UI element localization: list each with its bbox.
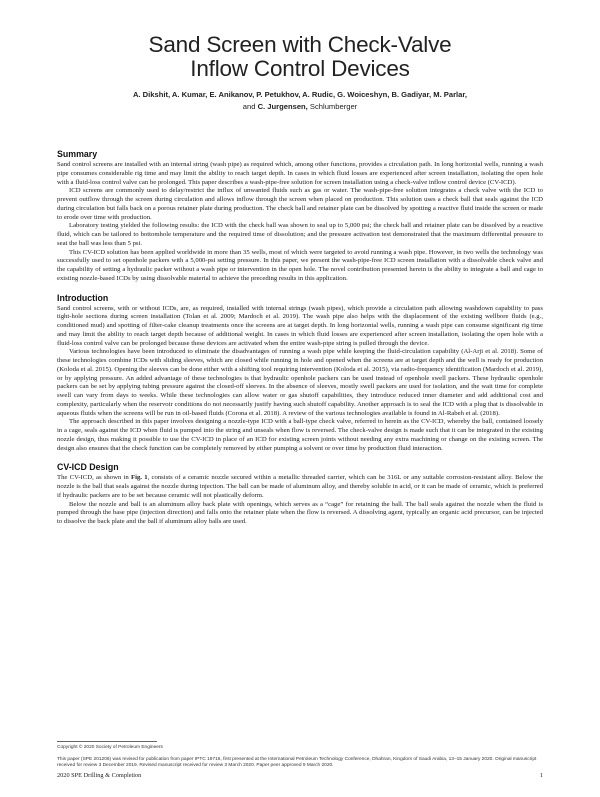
p1-text-after: , consists of a ceramic nozzle secured within a metallic threaded carrier, which can be 316L or any suitable corrosion-resistant alloy. Below the nozzle is the ball that seals against the nozzle during injection. The ball can be made of aluminum alloy, and thereby soluble in acid, or it can be made of ceramic, which is preferred if hydraulic packers are to be set because ceramic will not plastically deform. <box>57 474 543 499</box>
authors-and: and <box>242 101 256 111</box>
introduction-section <box>57 293 543 454</box>
introduction-paragraph: Sand control screens, with or without ICDs, are, as required, installed with internal strings (wash pipes), which provide a circulation path allowing washdown capability to pass tight-hole sections during screen installation (Tolan et al. 2009; Mardoch et al. 2019). The wash pipe also helps with the displacement of the existing wellbore fluids (e.g., conditioned mud) and spotting of filter-cake cleanup treatments once the screens are at target depth. In long horizontal wells, running a wash pipe can consume significant rig time and may limit the ability to reach target depth because of additional weight. In cases in which fluid losses are experienced after screen installation, isolating the open hole with a fluid-loss control valve can be prolonged because these devices are activated when the entire wash-pipe string is pulled through the device. <box>57 304 543 347</box>
article-body <box>57 149 543 527</box>
introduction-paragraph: The approach described in this paper involves designing a nozzle-type ICD with a ball-type check valve, referred to herein as the CV-ICD, whereby the ball, contained loosely in a cage, seals against the ICD when fluid is pumped into the string and unseals when flow is reversed. The check-valve design is made such that it can be integrated in the existing nozzle design, thus making it possible to use the CV-ICD in place of an ICD for existing screen joints without needing any extra machining or change on the existing screen. The design also ensures that the check function can be completely removed by either pumping a solvent or over time by production fluid interaction. <box>57 418 543 452</box>
paper-publication-info: This paper (SPE 201206) was revised for publication from paper IPTC 19716, first presented at the International Petroleum Technology Conference, Dhahran, Kingdom of Saudi Arabia, 13–15 January 2020. Original manuscript received for review 3 December 2019. Revised manuscript received for review 3 March 2020. Paper peer approved 9 March 2020. <box>57 757 537 769</box>
authors-line-1 <box>50 89 550 101</box>
authors-affiliation: Schlumberger <box>309 101 358 111</box>
summary-paragraph: This CV-ICD solution has been applied worldwide in more than 35 wells, most of which were targeted to avoid running a wash pipe. However, in two wells the technology was successfully used to set openhole packers with a 5,000-psi setting pressure. In this paper, we present the wash-pipe-free ICD screen installation with a dissolvable check valve and the capability of setting a hydraulic packer without a wash pipe or intervention in the open hole. The novel contribution presented herein is the ability to integrate a ball and cage to existing nozzle-based ICDs by using dissolvable material to achieve the preceding results in this application. <box>57 248 543 282</box>
footer-divider <box>57 741 157 742</box>
introduction-paragraph: Various technologies have been introduced to eliminate the disadvantages of running a wash pipe while keeping the fluid-circulation capability (Al-Arji et al. 2018). Some of these technologies combine ICDs with sliding sleeves, which are closed while running in hole and opened when the screens are at target depth and the well is ready for production (Koloda et al. 2015). Opening the sleeves can be done either with a shifting tool requiring intervention (Koloda et al. 2015), via radio-frequency identification (Mardoch et al. 2019), or by applying pressure. An added advantage of these technologies is that hydraulic openhole packers can be used instead of openhole swell packers. These hydraulic openhole packers can be set by applying tubing pressure against the closed-off sleeves. In the absence of sleeves, mostly swell packers are used for isolation, and the wait time for complete swell can vary from days to weeks. While these technologies can allow water or gas shutoff capabilities, they introduce reduced inner diameter and add additional cost and complexity, particularly when the reservoir conditions do not necessarily justify having such shutoff capability. Another approach is to seal the ICD with a plug that is dissolvable in aqueous fluids when the screens will be run in oil-based fluids (Corona et al. 2018). A review of the various technologies available is found in Al-Rabeh et al. (2018). <box>57 348 543 417</box>
p1-text-before: The CV-ICD, as shown in <box>57 474 132 482</box>
summary-paragraph: Laboratory testing yielded the following results: the ICD with the check ball was shown to seal up to 5,000 psi; the check ball and retainer plate can be dissolved by a reactive fluid, which can be tailored to bottomhole temperature and the required time of dissolution; and the pressure activation test demonstrated that the maximum differential pressure to seat the ball was less than 5 psi. <box>57 222 543 247</box>
title-line-1: Sand Screen with Check-Valve <box>148 32 452 57</box>
summary-paragraph: Sand control screens are installed with an internal string (wash pipe) as required which, among other functions, provides a circulation path. In long horizontal wells, running a wash pipe consumes considerable rig time and may limit the ability to reach target depth. In cases in which fluid losses are experienced after screen installation, isolating the open hole with a fluid-loss control valve can be prolonged. This paper describes a wash-pipe-free solution for screen installation using a check-valve inflow control device (CV-ICD). <box>57 161 543 186</box>
summary-paragraph: ICD screens are commonly used to delay/restrict the influx of unwanted fluids such as gas or water. The wash-pipe-free solution integrates a check valve with the ICD to prevent outflow through the screen during circulation and allows inflow through the screen when placed on production. This solution uses a check ball that seals against the ICD during circulation but falls back on a porous retainer plate during production. The check ball and retainer plate can be dissolved by spotting a reactive fluid inside the screen or made to erode over time with production. <box>57 187 543 221</box>
authors-line-2 <box>50 101 550 113</box>
paper-title <box>40 33 560 81</box>
authors-names: A. Dikshit, A. Kumar, E. Anikanov, P. Petukhov, A. Rudic, G. Woiceshyn, B. Gadiyar, M. Parlar, <box>132 90 468 99</box>
cv-icd-design-paragraph: Below the nozzle and ball is an aluminum alloy back plate with openings, which serves as a “cage” for retaining the ball. The ball seals against the nozzle when the fluid is pumped through the base pipe (injection direction) and falls onto the retainer plate when the flow is reversed. A dissolving agent, typically an organic acid precursor, can be injected to dissolve the back plate and the ball if aluminum alloy balls are used. <box>57 500 543 525</box>
page-number: 1 <box>539 772 543 779</box>
summary-section <box>57 149 543 284</box>
authors-last-author: C. Jurgensen, <box>257 101 308 111</box>
title-line-2: Inflow Control Devices <box>190 56 410 81</box>
author-list <box>50 89 550 112</box>
journal-name: 2020 SPE Drilling & Completion <box>57 772 142 779</box>
cv-icd-design-section <box>57 462 543 527</box>
introduction-heading: Introduction <box>57 292 109 303</box>
cv-icd-design-heading: CV-ICD Design <box>57 462 119 473</box>
cv-icd-design-paragraph <box>57 474 543 500</box>
copyright-notice: Copyright © 2020 Society of Petroleum Engineers <box>57 745 163 750</box>
summary-heading: Summary <box>57 149 98 159</box>
figure-1-reference[interactable]: Fig. 1 <box>131 474 148 482</box>
